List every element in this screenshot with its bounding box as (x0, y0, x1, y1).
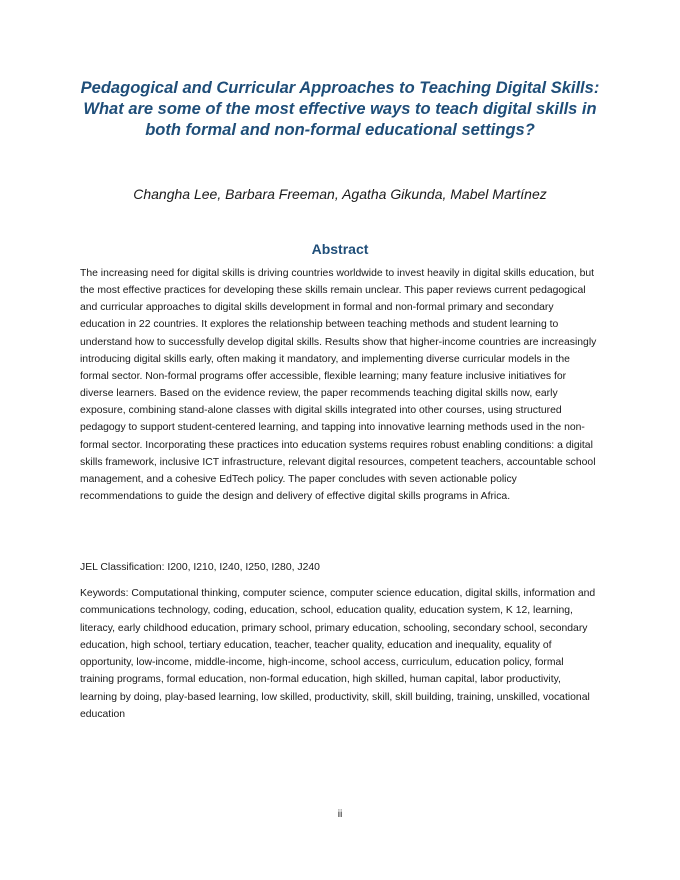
jel-classification: JEL Classification: I200, I210, I240, I250, I280, J240 (80, 562, 320, 573)
title-line-3: both formal and non-formal educational settings? (145, 121, 535, 139)
title-line-2: What are some of the most effective ways to teach digital skills in (83, 100, 597, 118)
abstract-body: The increasing need for digital skills is driving countries worldwide to invest heavily in digital skills education, but the most effective practices for developing these skills remain unclear. This paper reviews current pedagogical and curricular approaches to digital skills development in formal and non-formal primary and secondary education in 22 countries. It explores the relationship between teaching methods and student learning to understand how to successfully develop digital skills. Results show that higher-income countries are increasingly introducing digital skills early, often making it mandatory, and implementing diverse curricular models in the formal sector. Non-formal programs offer accessible, flexible learning; many feature inclusive initiatives for diverse learners. Based on the evidence review, the paper recommends teaching digital skills now, early exposure, combining stand-alone classes with digital skills integrated into other courses, using structured pedagogy to support student-centered learning, and tapping into innovative learning methods used in the non-formal sector. Incorporating these practices into education systems requires robust enabling conditions: a digital skills framework, inclusive ICT infrastructure, relevant digital resources, competent teachers, accountable school management, and a cohesive EdTech policy. The paper concludes with seven actionable policy recommendations to guide the design and delivery of effective digital skills programs in Africa. (80, 268, 597, 503)
abstract-heading: Abstract (311, 241, 369, 257)
page-number: ii (337, 809, 343, 820)
paper-title (60, 78, 620, 141)
keywords: Keywords: Computational thinking, computer science, computer science education, digital skills, information and communications technology, coding, education, school, education quality, education system, K 12, learning, literacy, early childhood education, primary school, primary education, schooling, secondary school, secondary education, high school, tertiary education, teacher, teacher quality, education and inequality, equality of opportunity, low-income, middle-income, high-income, school access, curriculum, education policy, formal training programs, formal education, non-formal education, high skilled, human capital, labor productivity, learning by doing, play-based learning, low skilled, productivity, skill, skill building, training, unskilled, vocational education (80, 588, 596, 720)
title-line-1: Pedagogical and Curricular Approaches to Teaching Digital Skills: (80, 79, 600, 97)
author-list: Changha Lee, Barbara Freeman, Agatha Gikunda, Mabel Martínez (133, 186, 547, 202)
